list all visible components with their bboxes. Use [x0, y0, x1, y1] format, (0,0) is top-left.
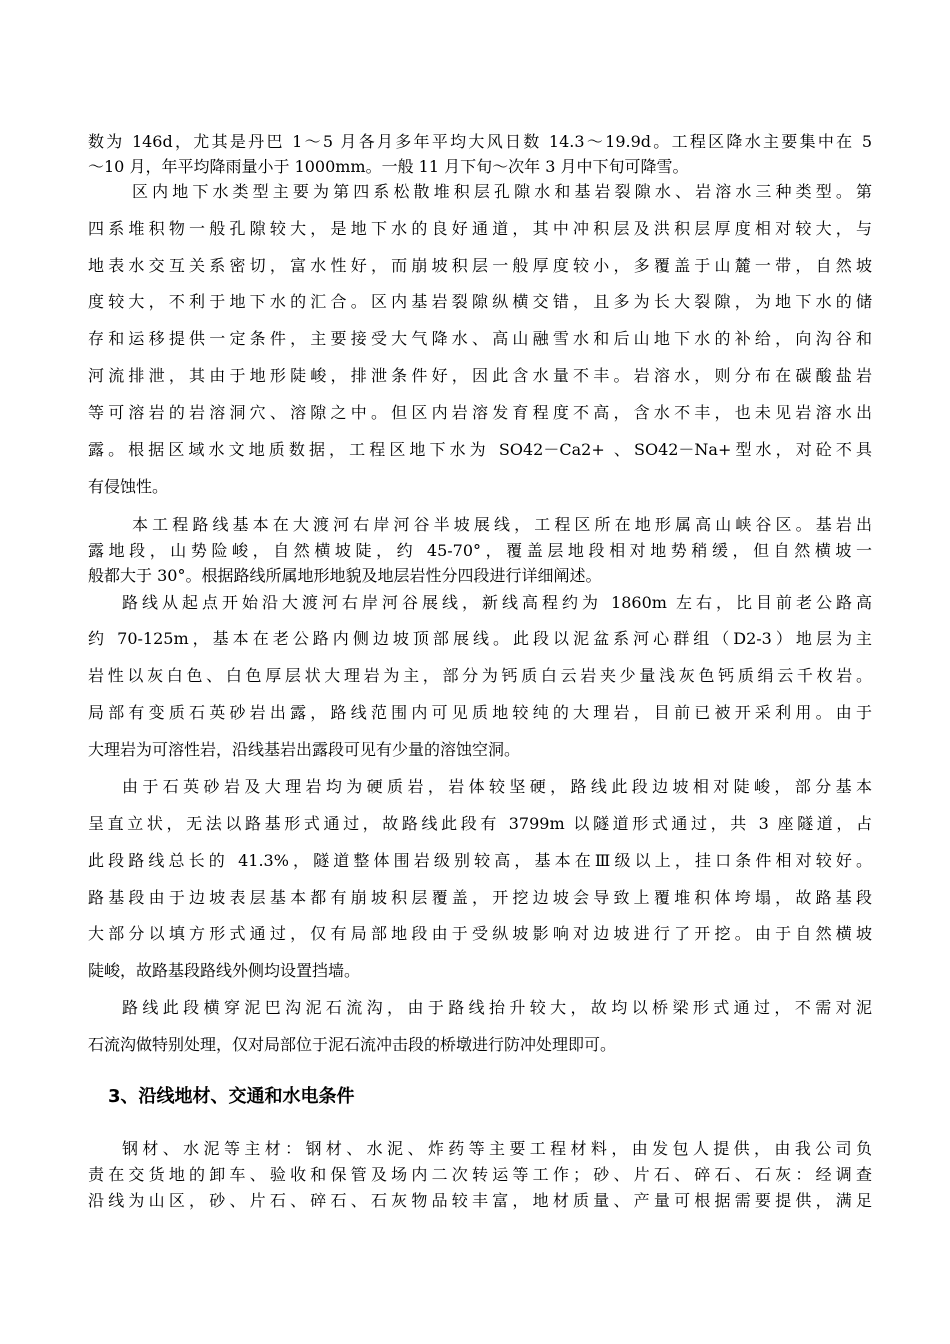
text-line: 沿线为山区，砂、片石、碎石、石灰物品较丰富，地材质量、产量可根据需要提供，满足 — [88, 1191, 872, 1210]
text-line: 路基段由于边坡表层基本都有崩坡积层覆盖，开挖边坡会导致上覆堆积体垮塌，故路基段 — [88, 888, 872, 907]
text-line: 区内地下水类型主要为第四系松散堆积层孔隙水和基岩裂隙水、岩溶水三种类型。第 — [132, 182, 872, 201]
text-line: 度较大，不利于地下水的汇合。区内基岩裂隙纵横交错，且多为长大裂隙，为地下水的储 — [88, 292, 872, 311]
text-line: 约 70-125m，基本在老公路内侧边坡顶部展线。此段以泥盆系河心群组（D2-3）地层为主 — [88, 629, 872, 648]
text-line: ～10 月，年平均降雨量小于 1000mm。一般 11 月下旬～次年 3 月中下旬可降雪。 — [88, 157, 689, 176]
text-line: 等可溶岩的岩溶洞穴、溶隙之中。但区内岩溶发育程度不高，含水不丰，也未见岩溶水出 — [88, 403, 872, 422]
text-line: 由于石英砂岩及大理岩均为硬质岩，岩体较坚硬，路线此段边坡相对陡峻，部分基本 — [122, 777, 872, 796]
text-line: 路线此段横穿泥巴沟泥石流沟，由于路线抬升较大，故均以桥梁形式通过，不需对泥 — [122, 998, 872, 1017]
text-line: 岩性以灰白色、白色厚层状大理岩为主，部分为钙质白云岩夹少量浅灰色钙质绢云千枚岩。 — [88, 666, 872, 685]
text-line: 地表水交互关系密切，富水性好，而崩坡积层一般厚度较小，多覆盖于山麓一带，自然坡 — [88, 256, 872, 275]
text-line: 有侵蚀性。 — [88, 477, 169, 496]
text-line: 石流沟做特别处理，仅对局部位于泥石流冲击段的桥墩进行防冲处理即可。 — [88, 1035, 617, 1054]
text-line: 大理岩为可溶性岩，沿线基岩出露段可见有少量的溶蚀空洞。 — [88, 740, 521, 759]
text-line: 此段路线总长的 41.3%，隧道整体围岩级别较高，基本在Ⅲ级以上，挂口条件相对较好。 — [88, 851, 872, 870]
text-line: 钢材、水泥等主材：钢材、水泥、炸药等主要工程材料，由发包人提供，由我公司负 — [122, 1139, 872, 1158]
text-line: 四系堆积物一般孔隙较大，是地下水的良好通道，其中冲积层及洪积层厚度相对较大，与 — [88, 219, 872, 238]
text-line: 河流排泄，其由于地形陡峻，排泄条件好，因此含水量不丰。岩溶水，则分布在碳酸盐岩 — [88, 366, 872, 385]
text-line: 呈直立状，无法以路基形式通过，故路线此段有 3799m 以隧道形式通过，共 3 座隧道，占 — [88, 814, 872, 833]
text-line: 般都大于 30°。根据路线所属地形地貌及地层岩性分四段进行详细阐述。 — [88, 566, 602, 585]
text-line: 局部有变质石英砂岩出露，路线范围内可见质地较纯的大理岩，目前已被开采利用。由于 — [88, 703, 872, 722]
text-line: 露地段，山势险峻，自然横坡陡，约 45-70°，覆盖层地段相对地势稍缓，但自然横坡一 — [88, 541, 872, 560]
text-line: 露。根据区域水文地质数据，工程区地下水为 SO42－Ca2+ 、SO42－Na+型水，对砼不具 — [88, 440, 872, 459]
text-line: 大部分以填方形式通过，仅有局部地段由于受纵坡影响对边坡进行了开挖。由于自然横坡 — [88, 924, 872, 943]
text-line: 数为 146d，尤其是丹巴 1～5 月各月多年平均大风日数 14.3～19.9d。工程区降水主要集中在 5 — [88, 132, 872, 151]
section-heading: 3、沿线地材、交通和水电条件 — [108, 1086, 355, 1107]
text-line: 本工程路线基本在大渡河右岸河谷半坡展线，工程区所在地形属高山峡谷区。基岩出 — [132, 515, 872, 534]
text-line: 路线从起点开始沿大渡河右岸河谷展线，新线高程约为 1860m 左右，比目前老公路高 — [122, 593, 872, 612]
text-line: 责在交货地的卸车、验收和保管及场内二次转运等工作；砂、片石、碎石、石灰：经调查 — [88, 1165, 872, 1184]
text-line: 存和运移提供一定条件，主要接受大气降水、高山融雪水和后山地下水的补给，向沟谷和 — [88, 329, 872, 348]
text-line: 陡峻，故路基段路线外侧均设置挡墙。 — [88, 961, 361, 980]
